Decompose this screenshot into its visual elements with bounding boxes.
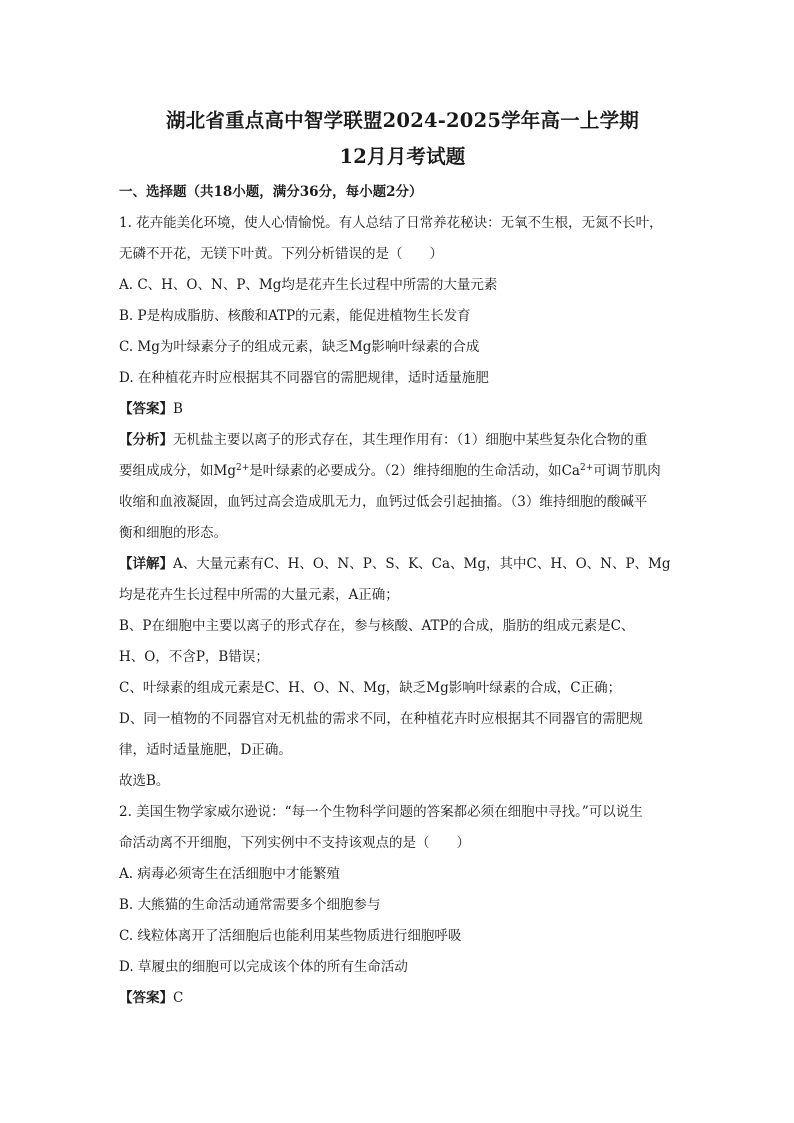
q2-stem-line-2: 命活动离不开细胞，下列实例中不支持该观点的是（ ）: [119, 835, 470, 851]
q1-detail-line-1: [119, 549, 686, 580]
q1-option-d: D. 在种植花卉时应根据其不同器官的需肥规律，适时适量施肥: [119, 370, 489, 386]
q2-option-a: A. 病毒必须寄生在活细胞中才能繁殖: [119, 866, 340, 882]
analysis-text: 要组成成分，如Mg: [119, 463, 236, 479]
q2-stem-line-1: 2. 美国生物学家威尔逊说：“每一个生物科学问题的答案都必须在细胞中寻找。”可以说生: [119, 804, 643, 820]
analysis-text: 可调节肌肉: [593, 463, 661, 479]
q1-detail-line-7: 律，适时适量施肥，D正确。: [119, 742, 292, 758]
q2-option-c: C. 线粒体离开了活细胞后也能利用某些物质进行细胞呼吸: [119, 928, 462, 944]
detail-text: A、大量元素有C、H、O、N、P、S、K、Ca、Mg，其中C、H、O、N、P、Mg: [173, 556, 671, 572]
q1-stem-line-2: 无磷不开花，无镁下叶黄。下列分析错误的是（ ）: [119, 246, 443, 262]
q1-detail-line-5: C、叶绿素的组成元素是C、H、O、N、Mg，缺乏Mg影响叶绿素的合成，C正确；: [119, 680, 622, 696]
analysis-text: 是叶绿素的必要成分。（2）维持细胞的生命活动，如Ca: [249, 463, 580, 479]
answer-value: B: [173, 401, 183, 417]
section-heading-choice: 一、选择题（共18小题，满分36分，每小题2分）: [119, 184, 423, 200]
q2-option-b: B. 大熊猫的生命活动通常需要多个细胞参与: [119, 897, 381, 913]
analysis-text: 无机盐主要以离子的形式存在，其生理作用有：（1）细胞中某些复杂化合物的重: [173, 432, 648, 448]
analysis-label: 【分析】: [119, 432, 173, 448]
q1-detail-line-2: 均是花卉生长过程中所需的大量元素，A正确；: [119, 587, 399, 603]
question-1: [119, 208, 686, 797]
title-line-1: 湖北省重点高中智学联盟2024-2025学年高一上学期: [165, 109, 640, 132]
question-2: [119, 797, 686, 1014]
q1-analysis-line-2: [119, 456, 686, 487]
answer-label: 【答案】: [119, 401, 173, 417]
title-line-2: 12月月考试题: [339, 145, 466, 168]
q1-option-c: C. Mg为叶绿素分子的组成元素，缺乏Mg影响叶绿素的合成: [119, 339, 480, 355]
q1-analysis-line-1: [119, 425, 686, 456]
q1-option-b: B. P是构成脂肪、核酸和ATP的元素，能促进植物生长发育: [119, 308, 471, 324]
q1-answer: [119, 394, 686, 425]
q1-conclusion: 故选B。: [119, 773, 170, 789]
q1-stem-line-1: 1. 花卉能美化环境，使人心情愉悦。有人总结了日常养花秘诀：无氧不生根，无氮不长叶，: [119, 215, 663, 231]
q1-option-a: A. C、H、O、N、P、Mg均是花卉生长过程中所需的大量元素: [119, 277, 498, 293]
superscript-charge: 2+: [235, 463, 250, 473]
q1-analysis-line-4: 衡和细胞的形态。: [119, 525, 227, 541]
q1-analysis-line-3: 收缩和血液凝固，血钙过高会造成肌无力，血钙过低会引起抽搐。（3）维持细胞的酸碱平: [119, 494, 648, 510]
q2-option-d: D. 草履虫的细胞可以完成该个体的所有生命活动: [119, 959, 408, 975]
answer-label: 【答案】: [119, 990, 173, 1006]
q1-detail-line-4: H、O，不含P，B错误；: [119, 649, 269, 665]
q1-detail-line-6: D、同一植物的不同器官对无机盐的需求不同，在种植花卉时应根据其不同器官的需肥规: [119, 711, 643, 727]
document-title: [119, 103, 686, 175]
q1-detail-line-3: B、P在细胞中主要以离子的形式存在，参与核酸、ATP的合成，脂肪的组成元素是C、: [119, 618, 635, 634]
q2-answer: [119, 983, 686, 1014]
answer-value: C: [173, 990, 184, 1006]
detail-label: 【详解】: [119, 556, 173, 572]
superscript-charge: 2+: [579, 463, 594, 473]
